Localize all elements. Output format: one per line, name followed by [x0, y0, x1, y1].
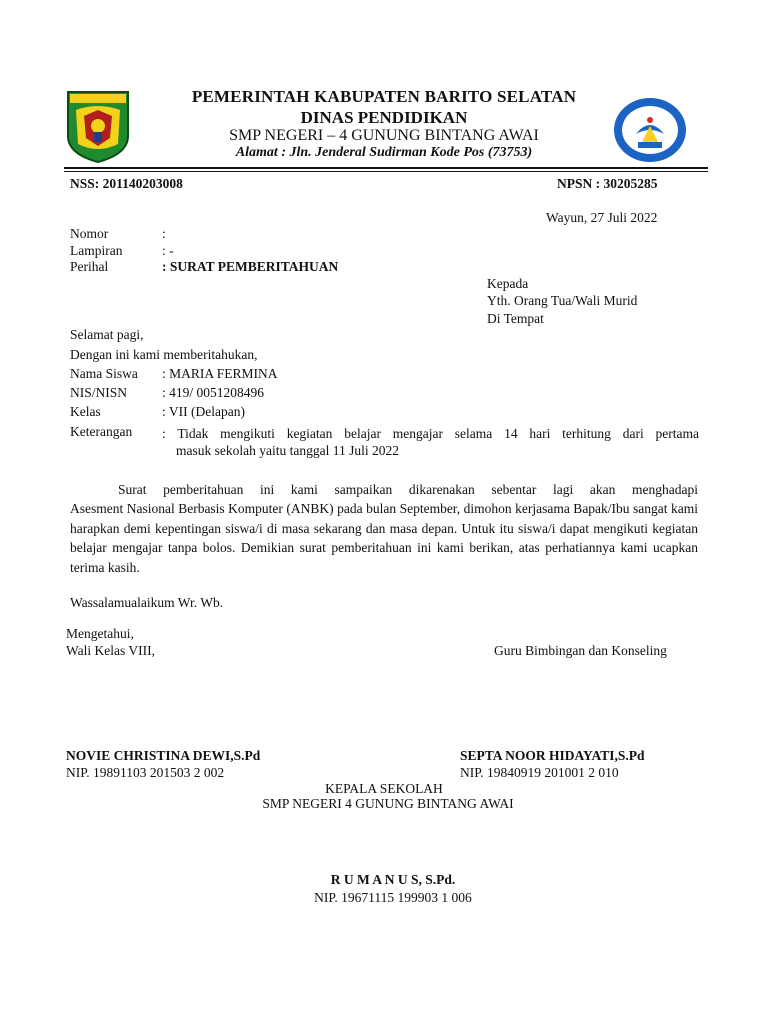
- student-value-nis: : 419/ 0051208496: [162, 385, 265, 400]
- meta-label-perihal: Perihal: [70, 259, 109, 274]
- letter-date: Wayun, 27 Juli 2022: [546, 210, 658, 225]
- student-label-keterangan: Keterangan: [70, 424, 133, 439]
- left-signatory-name: NOVIE CHRISTINA DEWI,S.Pd: [66, 748, 261, 763]
- recipient-line-1: Kepada: [487, 276, 529, 291]
- npsn-number: NPSN : 30205285: [557, 176, 658, 191]
- recipient-line-2: Yth. Orang Tua/Wali Murid: [487, 293, 638, 308]
- body-paragraph: Asesment Nasional Berbasis Komputer (ANBK) pada bulan September, dimohon kerjasama Bapak/Ibu sangat kami harapkan demi kepentingan siswa/i di masa sekarang dan masa depan. Untuk itu siswa/i dapat mengikuti kegiatan belajar mengajar tanpa bolos. Demikian surat pemberitahuan ini kami berikan, atas perhatiannya kami ucapkan terima kasih.: [70, 501, 698, 575]
- meta-value-nomor: :: [162, 226, 166, 241]
- keterangan-continuation: masuk sekolah yaitu tanggal 11 Juli 2022: [176, 443, 399, 458]
- student-label-nama: Nama Siswa: [70, 366, 138, 381]
- header-school: SMP NEGERI – 4 GUNUNG BINTANG AWAI: [229, 127, 539, 144]
- body-paragraph-first-line: Surat pemberitahuan ini kami sampaikan dikarenakan sebentar lagi akan menghadapi: [118, 482, 698, 497]
- headmaster-name: R U M A N U S, S.Pd.: [330, 872, 456, 887]
- student-label-kelas: Kelas: [70, 404, 101, 419]
- right-signatory-name: SEPTA NOOR HIDAYATI,S.Pd: [460, 748, 645, 763]
- headmaster-nip: NIP. 19671115 199903 1 006: [314, 890, 472, 905]
- recipient-line-3: Di Tempat: [487, 311, 544, 326]
- student-value-keterangan: : Tidak mengikuti kegiatan belajar mengajar selama 14 hari terhitung dari pertama: [162, 426, 699, 441]
- left-signatory-role: Wali Kelas VIII,: [66, 643, 156, 658]
- header-rule-thin: [64, 171, 708, 172]
- header-government: PEMERINTAH KABUPATEN BARITO SELATAN: [191, 87, 577, 106]
- meta-label-nomor: Nomor: [70, 226, 109, 241]
- student-value-nama: : MARIA FERMINA: [162, 366, 278, 381]
- header-department: DINAS PENDIDIKAN: [300, 108, 468, 127]
- headmaster-title: KEPALA SEKOLAH: [325, 781, 443, 796]
- headmaster-school: SMP NEGERI 4 GUNUNG BINTANG AWAI: [262, 796, 514, 811]
- meta-label-lampiran: Lampiran: [70, 243, 123, 258]
- intro-line: Dengan ini kami memberitahukan,: [70, 347, 258, 362]
- header-rule-thick: [64, 167, 708, 169]
- meta-value-lampiran: : -: [162, 243, 174, 258]
- meta-value-perihal: : SURAT PEMBERITAHUAN: [162, 259, 339, 274]
- left-signatory-nip: NIP. 19891103 201503 2 002: [66, 765, 225, 780]
- student-value-kelas: : VII (Delapan): [162, 404, 245, 419]
- right-signatory-role: Guru Bimbingan dan Konseling: [494, 643, 667, 658]
- header-address: Alamat : Jln. Jenderal Sudirman Kode Pos (73753): [235, 145, 533, 160]
- mengetahui-label: Mengetahui,: [66, 626, 134, 641]
- right-signatory-nip: NIP. 19840919 201001 2 010: [460, 765, 619, 780]
- greeting: Selamat pagi,: [70, 327, 144, 342]
- nss-number: NSS: 201140203008: [70, 176, 183, 191]
- student-label-nis: NIS/NISN: [70, 385, 128, 400]
- closing: Wassalamualaikum Wr. Wb.: [70, 595, 224, 610]
